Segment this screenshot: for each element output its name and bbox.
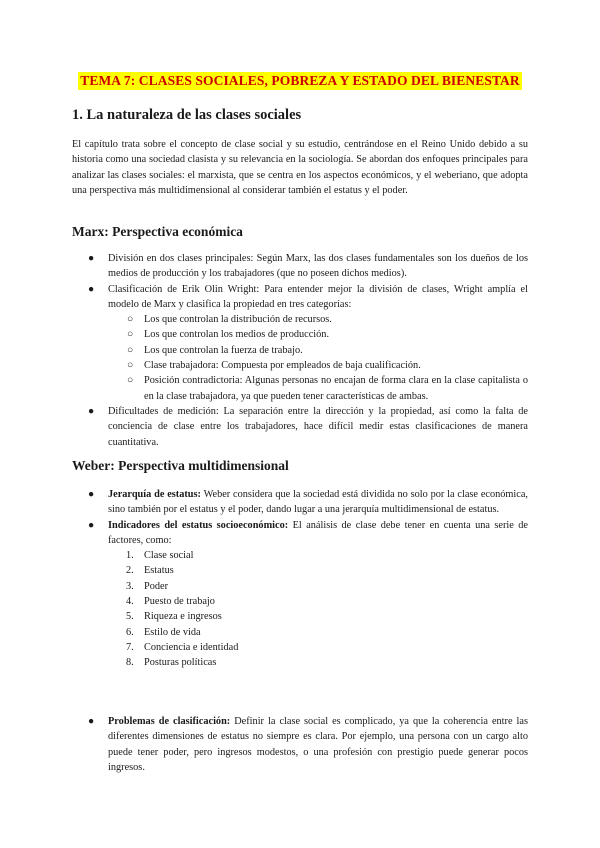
numbered-item xyxy=(72,594,528,609)
sub-list-item-text: Los que controlan la distribución de recursos. xyxy=(144,314,332,326)
list-item-text: Weber considera que la sociedad está dividida no solo por la clase económica, sino también por el estatus y el poder, dando lugar a una jerarquía multidimensional de estatus. xyxy=(108,489,528,516)
item-text: Riqueza e ingresos xyxy=(144,611,222,623)
sub-list-item xyxy=(72,358,528,373)
numbered-item xyxy=(72,655,528,670)
bullet-icon: ● xyxy=(88,489,95,500)
item-number: 5. xyxy=(126,611,134,623)
item-number: 6. xyxy=(126,626,134,638)
list-item xyxy=(72,251,528,282)
numbered-item xyxy=(72,548,528,563)
item-number: 2. xyxy=(126,565,134,577)
weber-list-continued xyxy=(72,714,528,775)
weber-list xyxy=(72,487,528,671)
bullet-icon: ● xyxy=(88,405,95,417)
circle-bullet-icon: ○ xyxy=(127,344,134,356)
numbered-item xyxy=(72,579,528,594)
list-item-text: División en dos clases principales: Según Marx, las dos clases fundamentales son los dueños de los medios de producción y los trabajadores (que no poseen dichos medios). xyxy=(108,253,528,280)
marx-sublist xyxy=(72,312,528,404)
list-item-label: Problemas de clasificación: xyxy=(108,716,231,727)
sub-list-item xyxy=(72,327,528,342)
list-item-text: Dificultades de medición: La separación entre la dirección y la propiedad, así como la falta de conciencia de clase entre los trabajadores, hace difícil medir estas clasificaciones de manera cuantitativa. xyxy=(108,405,528,448)
numbered-item xyxy=(72,640,528,655)
sub-list-item-text: Los que controlan los medios de producción. xyxy=(144,329,330,341)
sub-list-item-text: Los que controlan la fuerza de trabajo. xyxy=(144,344,303,356)
numbered-item xyxy=(72,609,528,624)
bullet-icon: ● xyxy=(88,283,95,295)
intro-paragraph: El capítulo trata sobre el concepto de clase social y su estudio, centrándose en el Reino Unido debido a su historia como una sociedad clasista y su relevancia en la sociología. Se abordan dos enfoques principales para analizar las clases sociales: el marxista, que se centra en los aspectos económicos, y el weberiano, que adopta una perspectiva más multidimensional al considerar también el estatus y el poder. xyxy=(72,139,528,196)
document-title: TEMA 7: CLASES SOCIALES, POBREZA Y ESTADO DEL BIENESTAR xyxy=(80,73,520,88)
list-item xyxy=(72,282,528,313)
item-text: Puesto de trabajo xyxy=(144,596,215,608)
list-item xyxy=(72,518,528,549)
sub-list-item-text: Clase trabajadora: Compuesta por empleados de baja cualificación. xyxy=(144,360,421,372)
list-item xyxy=(72,714,528,775)
item-text: Poder xyxy=(144,580,169,592)
list-item xyxy=(72,404,528,450)
marx-list xyxy=(72,251,528,450)
bullet-icon: ● xyxy=(88,253,95,264)
bullet-icon: ● xyxy=(88,716,95,727)
item-text: Conciencia e identidad xyxy=(144,641,239,653)
circle-bullet-icon: ○ xyxy=(127,375,134,387)
circle-bullet-icon: ○ xyxy=(127,314,134,326)
title-wrap xyxy=(0,72,600,90)
bullet-icon: ● xyxy=(88,519,95,531)
weber-heading: Weber: Perspectiva multidimensional xyxy=(72,458,289,473)
sub-list-item xyxy=(72,312,528,327)
sub-list-item-text: Posición contradictoria: Algunas personas no encajan de forma clara en la clase capitalista o en la clase trabajadora, ya que pueden tener características de ambas. xyxy=(144,375,528,402)
sub-list-item xyxy=(72,373,528,404)
section-1-heading: 1. La naturaleza de las clases sociales xyxy=(72,107,302,123)
item-text: Estilo de vida xyxy=(144,626,201,638)
list-item-label: Jerarquía de estatus: xyxy=(108,489,201,500)
circle-bullet-icon: ○ xyxy=(127,329,134,341)
item-text: Estatus xyxy=(144,565,174,577)
factors-list xyxy=(72,548,528,670)
list-item-text: El análisis de clase debe tener en cuenta una serie de factores, como: xyxy=(108,519,528,546)
list-item-label: Indicadores del estatus socioeconómico: xyxy=(108,519,289,531)
item-text: Clase social xyxy=(144,550,194,562)
marx-heading: Marx: Perspectiva económica xyxy=(72,224,243,239)
sub-list-item xyxy=(72,343,528,358)
numbered-item xyxy=(72,563,528,578)
item-number: 4. xyxy=(126,596,134,608)
item-number: 1. xyxy=(126,550,134,562)
circle-bullet-icon: ○ xyxy=(127,360,134,372)
item-number: 7. xyxy=(126,641,134,653)
item-number: 3. xyxy=(126,580,134,592)
numbered-item xyxy=(72,625,528,640)
list-item-text: Definir la clase social es complicado, ya que la coherencia entre las diferentes dimensiones de estatus no siempre es clara. Por ejemplo, una persona con un cargo alto puede tener poder, pero ingresos modestos, o una profesión con prestigio puede generar pocos ingresos. xyxy=(108,716,528,773)
list-item xyxy=(72,487,528,518)
item-text: Posturas políticas xyxy=(144,657,217,669)
list-item-text: Clasificación de Erik Olin Wright: Para entender mejor la división de clases, Wright amplía el modelo de Marx y clasifica la propiedad en tres categorías: xyxy=(108,283,528,310)
item-number: 8. xyxy=(126,657,134,669)
